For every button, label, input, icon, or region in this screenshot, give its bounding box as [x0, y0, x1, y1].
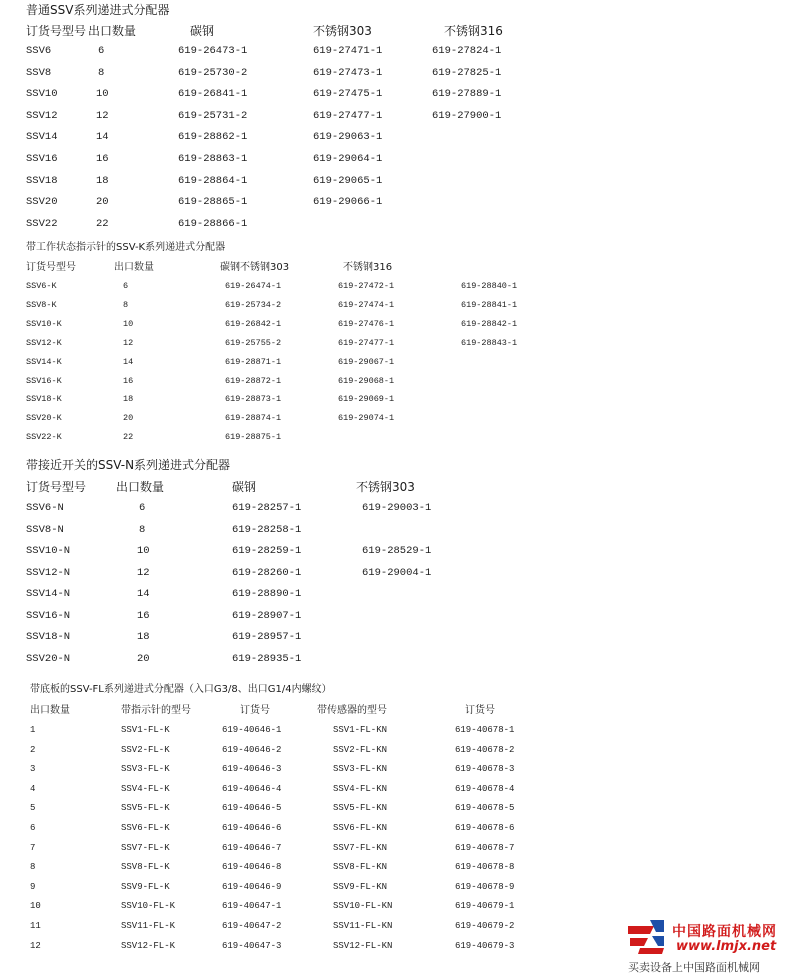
s2-cell: SSV6-K [26, 281, 57, 291]
s4-cell: SSV11-FL-K [121, 921, 176, 931]
s4-cell: 7 [30, 842, 36, 853]
s4-cell: 619-40646-2 [222, 744, 282, 755]
s2-cell: 14 [123, 356, 134, 367]
road-machinery-logo-icon [626, 918, 666, 956]
s4-cell: 619-40679-3 [455, 940, 515, 951]
s2-cell: 22 [123, 432, 134, 443]
s4-cell: 619-40647-3 [222, 940, 282, 951]
s4-header-1: 带指示针的型号 [121, 705, 191, 716]
s4-cell: SSV4-FL-K [121, 783, 170, 794]
s2-cell: 619-25755-2 [225, 337, 282, 348]
s1-cell: 619-29065-1 [313, 174, 383, 187]
s4-cell: 619-40678-3 [455, 764, 515, 775]
s4-cell: SSV6-FL-K [121, 823, 170, 833]
s3-cell: 619-28890-1 [232, 588, 302, 600]
s1-cell: 619-28863-1 [178, 153, 248, 165]
s3-cell: 10 [137, 545, 150, 557]
s1-cell: 619-27473-1 [313, 66, 383, 79]
s4-cell: SSV2-FL-KN [333, 744, 388, 755]
s3-header-1: 出口数量 [116, 480, 165, 494]
s3-cell: 619-29003-1 [362, 502, 432, 514]
s1-header-3: 不锈钢303 [313, 24, 372, 38]
s2-cell: 619-25734-2 [225, 299, 282, 310]
s4-cell: 619-40678-2 [455, 744, 515, 755]
s4-cell: 619-40679-2 [455, 921, 515, 931]
s3-cell: 619-29004-1 [362, 566, 432, 579]
s4-cell: 2 [30, 744, 36, 755]
s3-cell: SSV12-N [26, 566, 71, 579]
s2-cell: 6 [123, 281, 129, 291]
s4-cell: 6 [30, 823, 36, 833]
s4-cell: SSV3-FL-K [121, 764, 170, 775]
s4-cell: 619-40678-7 [455, 842, 515, 853]
s4-cell: 619-40678-1 [455, 725, 515, 735]
s4-cell: 619-40678-5 [455, 803, 515, 814]
s3-cell: 619-28257-1 [232, 502, 302, 514]
s3-cell: 20 [137, 652, 150, 665]
s4-cell: 9 [30, 881, 36, 892]
s1-cell: 18 [96, 174, 109, 187]
s4-cell: SSV12-FL-K [121, 940, 176, 951]
s3-cell: SSV8-N [26, 523, 64, 536]
s1-header-2: 碳钢 [190, 24, 215, 38]
s4-cell: SSV1-FL-KN [333, 725, 388, 735]
s4-cell: SSV5-FL-K [121, 803, 170, 814]
s3-header-3: 不锈钢303 [356, 480, 415, 494]
s4-cell: 619-40646-4 [222, 783, 282, 794]
s3-cell: 18 [137, 631, 150, 643]
s3-header-0: 订货号型号 [26, 480, 87, 494]
s4-cell: SSV2-FL-K [121, 744, 170, 755]
s4-cell: 10 [30, 901, 41, 912]
s2-cell: 619-27472-1 [338, 281, 395, 291]
s4-cell: 619-40647-2 [222, 921, 282, 931]
s4-cell: 619-40678-9 [455, 881, 515, 892]
s3-cell: SSV16-N [26, 609, 71, 622]
watermark-url[interactable]: www.lmjx.net [676, 939, 777, 954]
s4-cell: SSV10-FL-K [121, 901, 176, 912]
s2-cell: 619-28841-1 [461, 299, 518, 310]
s4-cell: 619-40646-8 [222, 862, 282, 873]
s4-cell: 1 [30, 725, 36, 735]
s3-title: 带接近开关的SSV-N系列递进式分配器 [26, 458, 231, 472]
s2-cell: 619-28840-1 [461, 281, 518, 291]
s2-cell: 20 [123, 413, 134, 424]
s1-cell: 619-25730-2 [178, 66, 248, 79]
s2-cell: 619-28842-1 [461, 318, 518, 329]
s2-cell: 12 [123, 337, 134, 348]
s3-cell: 6 [139, 502, 146, 514]
s3-cell: SSV18-N [26, 631, 71, 643]
s2-cell: 619-28871-1 [225, 356, 282, 367]
s1-cell: SSV18 [26, 174, 58, 187]
s1-cell: 619-27825-1 [432, 66, 502, 79]
s4-title: 带底板的SSV-FL系列递进式分配器（入口G3/8、出口G1/4内螺纹） [30, 684, 332, 695]
s2-cell: SSV18-K [26, 394, 62, 405]
s4-cell: 3 [30, 764, 36, 775]
s2-cell: 10 [123, 318, 134, 329]
s4-cell: SSV9-FL-KN [333, 881, 388, 892]
s4-cell: SSV7-FL-K [121, 842, 170, 853]
s4-cell: 12 [30, 940, 41, 951]
s4-cell: 619-40646-7 [222, 842, 282, 853]
s2-title: 带工作状态指示针的SSV-K系列递进式分配器 [26, 242, 226, 253]
s4-cell: SSV8-FL-KN [333, 862, 388, 873]
s3-cell: SSV10-N [26, 545, 71, 557]
s4-header-3: 带传感器的型号 [317, 705, 387, 716]
s2-cell: 619-27476-1 [338, 318, 395, 329]
s1-cell: SSV8 [26, 66, 52, 79]
s1-cell: 619-27477-1 [313, 109, 383, 122]
s4-cell: SSV8-FL-K [121, 862, 170, 873]
s3-cell: 12 [137, 566, 150, 579]
s2-cell: 8 [123, 299, 129, 310]
watermark-tagline: 买卖设备上中国路面机械网 [628, 961, 760, 974]
s2-cell: 619-28874-1 [225, 413, 282, 424]
s1-cell: SSV6 [26, 45, 52, 57]
s4-cell: SSV3-FL-KN [333, 764, 388, 775]
s2-cell: 619-26842-1 [225, 318, 282, 329]
s4-header-0: 出口数量 [30, 705, 70, 716]
s4-cell: 11 [30, 921, 41, 931]
s1-cell: SSV16 [26, 153, 58, 165]
s4-header-4: 订货号 [465, 705, 495, 716]
s4-cell: SSV4-FL-KN [333, 783, 388, 794]
s2-cell: SSV16-K [26, 375, 62, 386]
s1-cell: 14 [96, 131, 109, 144]
s4-cell: 619-40679-1 [455, 901, 515, 912]
s1-cell: 619-28865-1 [178, 196, 248, 209]
s4-cell: SSV9-FL-K [121, 881, 170, 892]
s4-header-2: 订货号 [240, 705, 270, 716]
s4-cell: 619-40646-3 [222, 764, 282, 775]
s1-header-1: 出口数量 [88, 24, 137, 38]
s4-cell: SSV5-FL-KN [333, 803, 388, 814]
s2-header-2: 碳钢不锈钢303 [220, 262, 290, 273]
s1-cell: 619-29063-1 [313, 131, 383, 144]
s2-cell: 619-28873-1 [225, 394, 282, 405]
s2-cell: 619-27477-1 [338, 337, 395, 348]
s1-cell: SSV10 [26, 88, 58, 101]
watermark-site-name: 中国路面机械网 [672, 924, 777, 940]
s1-cell: SSV22 [26, 217, 58, 230]
s1-cell: 10 [96, 88, 109, 101]
s2-cell: SSV8-K [26, 299, 57, 310]
s2-cell: SSV10-K [26, 318, 62, 329]
s1-cell: 619-27475-1 [313, 88, 383, 101]
s1-cell: 619-29064-1 [313, 153, 383, 165]
s1-cell: 12 [96, 109, 109, 122]
s2-header-0: 订货号型号 [26, 262, 76, 273]
s4-cell: 619-40647-1 [222, 901, 282, 912]
s1-cell: 619-28862-1 [178, 131, 248, 144]
s4-cell: SSV11-FL-KN [333, 921, 393, 931]
s2-header-3: 不锈钢316 [343, 262, 393, 273]
s4-cell: SSV10-FL-KN [333, 901, 393, 912]
s4-cell: 619-40678-4 [455, 783, 515, 794]
s1-cell: 16 [96, 153, 109, 165]
s3-cell: 619-28529-1 [362, 545, 432, 557]
s1-cell: SSV12 [26, 109, 58, 122]
s4-cell: 8 [30, 862, 36, 873]
s3-cell: 8 [139, 523, 146, 536]
s2-cell: SSV22-K [26, 432, 62, 443]
s1-cell: 619-27889-1 [432, 88, 502, 101]
s4-cell: 619-40678-8 [455, 862, 515, 873]
s3-cell: 619-28935-1 [232, 652, 302, 665]
s2-cell: 619-27474-1 [338, 299, 395, 310]
s1-cell: SSV14 [26, 131, 58, 144]
s3-cell: SSV20-N [26, 652, 71, 665]
s2-cell: 619-29069-1 [338, 394, 395, 405]
s4-cell: 619-40646-5 [222, 803, 282, 814]
s1-header-0: 订货号型号 [26, 24, 87, 38]
s3-cell: SSV14-N [26, 588, 71, 600]
s2-cell: SSV14-K [26, 356, 62, 367]
s1-cell: 619-27824-1 [432, 45, 502, 57]
s2-cell: SSV20-K [26, 413, 62, 424]
s1-cell: 619-28864-1 [178, 174, 248, 187]
s3-cell: 619-28258-1 [232, 523, 302, 536]
s1-cell: 8 [98, 66, 105, 79]
s3-cell: 619-28260-1 [232, 566, 302, 579]
s1-cell: 619-26841-1 [178, 88, 248, 101]
s2-cell: 619-28875-1 [225, 432, 282, 443]
s3-cell: SSV6-N [26, 502, 64, 514]
s4-cell: SSV1-FL-K [121, 725, 170, 735]
s2-cell: 619-29068-1 [338, 375, 395, 386]
s4-cell: 619-40646-6 [222, 823, 282, 833]
s1-cell: 20 [96, 196, 109, 209]
s1-cell: 619-27471-1 [313, 45, 383, 57]
s2-cell: 619-28843-1 [461, 337, 518, 348]
s3-cell: 619-28907-1 [232, 609, 302, 622]
s1-cell: SSV20 [26, 196, 58, 209]
s3-cell: 619-28259-1 [232, 545, 302, 557]
s4-cell: SSV12-FL-KN [333, 940, 393, 951]
s4-cell: SSV6-FL-KN [333, 823, 388, 833]
s3-cell: 16 [137, 609, 150, 622]
s1-cell: 6 [98, 45, 105, 57]
s4-cell: 619-40646-1 [222, 725, 282, 735]
s2-header-1: 出口数量 [114, 262, 154, 273]
s4-cell: 5 [30, 803, 36, 814]
s4-cell: 619-40678-6 [455, 823, 515, 833]
s2-cell: 16 [123, 375, 134, 386]
s2-cell: 619-29067-1 [338, 356, 395, 367]
s3-header-2: 碳钢 [232, 480, 257, 494]
s1-cell: 619-26473-1 [178, 45, 248, 57]
s2-cell: 619-26474-1 [225, 281, 282, 291]
s2-cell: 619-29074-1 [338, 413, 395, 424]
s2-cell: 18 [123, 394, 134, 405]
s4-cell: SSV7-FL-KN [333, 842, 388, 853]
s1-title: 普通SSV系列递进式分配器 [26, 3, 170, 17]
s1-cell: 619-29066-1 [313, 196, 383, 209]
s1-cell: 619-28866-1 [178, 217, 248, 230]
s2-cell: 619-28872-1 [225, 375, 282, 386]
s2-cell: SSV12-K [26, 337, 62, 348]
s3-cell: 14 [137, 588, 150, 600]
s1-cell: 22 [96, 217, 109, 230]
s1-cell: 619-25731-2 [178, 109, 248, 122]
s4-cell: 4 [30, 783, 36, 794]
s1-cell: 619-27900-1 [432, 109, 502, 122]
s3-cell: 619-28957-1 [232, 631, 302, 643]
s1-header-4: 不锈钢316 [444, 24, 503, 38]
s4-cell: 619-40646-9 [222, 881, 282, 892]
